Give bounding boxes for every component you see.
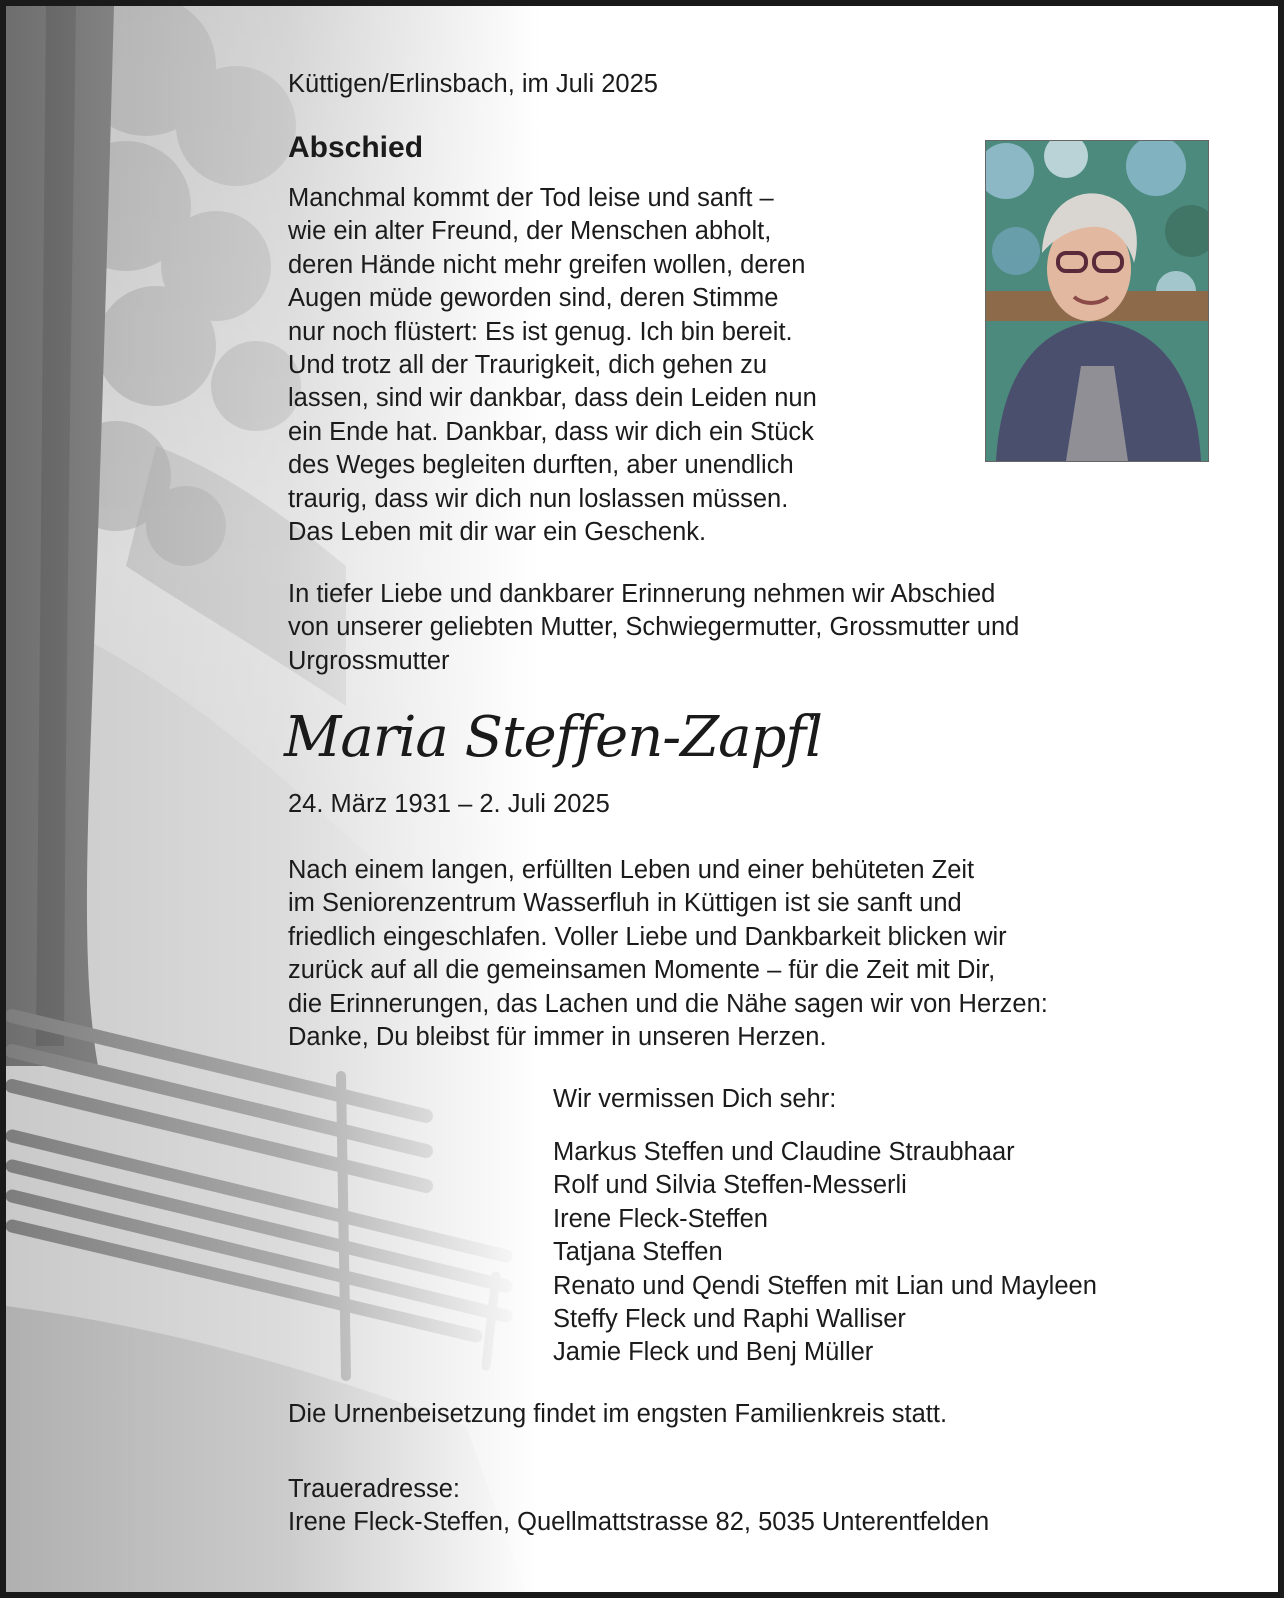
mourner: Renato und Qendi Steffen mit Lian und Mayleen xyxy=(553,1271,1097,1300)
poem-line: Das Leben mit dir war ein Geschenk. xyxy=(288,518,707,547)
heading: Abschied xyxy=(288,131,424,164)
body-line: die Erinnerungen, das Lachen und die Nähe sagen wir von Herzen: xyxy=(288,989,1048,1018)
intro-line: Urgrossmutter xyxy=(288,646,450,675)
poem-line: traurig, dass wir dich nun loslassen müssen. xyxy=(288,484,789,513)
address-label: Traueradresse: xyxy=(288,1475,460,1503)
body-line: friedlich eingeschlafen. Voller Liebe und Dankbarkeit blicken wir xyxy=(288,922,1007,951)
deceased-name: Maria Steffen-Zapfl xyxy=(284,705,822,770)
poem-line: Manchmal kommt der Tod leise und sanft – xyxy=(288,184,774,212)
mourners-list xyxy=(553,1136,1097,1370)
poem-line: lassen, sind wir dankbar, dass dein Leiden nun xyxy=(288,384,817,413)
body-line: zurück auf all die gemeinsamen Momente – für die Zeit mit Dir, xyxy=(288,956,996,985)
intro-line: In tiefer Liebe und dankbarer Erinnerung nehmen wir Abschied xyxy=(288,580,996,608)
poem xyxy=(288,182,817,549)
intro-line: von unserer geliebten Mutter, Schwiegermutter, Grossmutter und xyxy=(288,613,1020,642)
poem-line: Augen müde geworden sind, deren Stimme xyxy=(288,284,779,313)
intro-text xyxy=(288,578,1019,678)
body-text xyxy=(288,854,1048,1054)
poem-line: ein Ende hat. Dankbar, dass wir dich ein Stück xyxy=(288,417,814,446)
poem-line: wie ein alter Freund, der Menschen abholt, xyxy=(288,217,772,246)
poem-line: nur noch flüstert: Es ist genug. Ich bin bereit. xyxy=(288,317,793,346)
miss-line: Wir vermissen Dich sehr: xyxy=(553,1085,837,1113)
mourner: Irene Fleck-Steffen xyxy=(553,1204,768,1233)
place-date: Küttigen/Erlinsbach, im Juli 2025 xyxy=(288,70,658,98)
body-line: Nach einem langen, erfüllten Leben und einer behüteten Zeit xyxy=(288,856,975,884)
burial-note: Die Urnenbeisetzung findet im engsten Familienkreis statt. xyxy=(288,1400,948,1428)
portrait-photo xyxy=(985,140,1209,462)
poem-line: deren Hände nicht mehr greifen wollen, deren xyxy=(288,250,806,279)
body-line: Danke, Du bleibst für immer in unseren Herzen. xyxy=(288,1023,827,1052)
mourning-address: Irene Fleck-Steffen, Quellmattstrasse 82, 5035 Unterentfelden xyxy=(288,1508,990,1536)
mourner: Steffy Fleck und Raphi Walliser xyxy=(553,1305,906,1334)
body-line: im Seniorenzentrum Wasserfluh in Küttigen ist sie sanft und xyxy=(288,889,962,918)
mourner: Tatjana Steffen xyxy=(553,1238,723,1267)
poem-line: des Weges begleiten durften, aber unendlich xyxy=(288,451,794,480)
mourner: Rolf und Silvia Steffen-Messerli xyxy=(553,1171,907,1200)
mourner: Markus Steffen und Claudine Straubhaar xyxy=(553,1138,1015,1166)
mourner: Jamie Fleck und Benj Müller xyxy=(553,1338,874,1367)
life-dates: 24. März 1931 – 2. Juli 2025 xyxy=(288,790,610,818)
poem-line: Und trotz all der Traurigkeit, dich gehen zu xyxy=(288,351,768,380)
